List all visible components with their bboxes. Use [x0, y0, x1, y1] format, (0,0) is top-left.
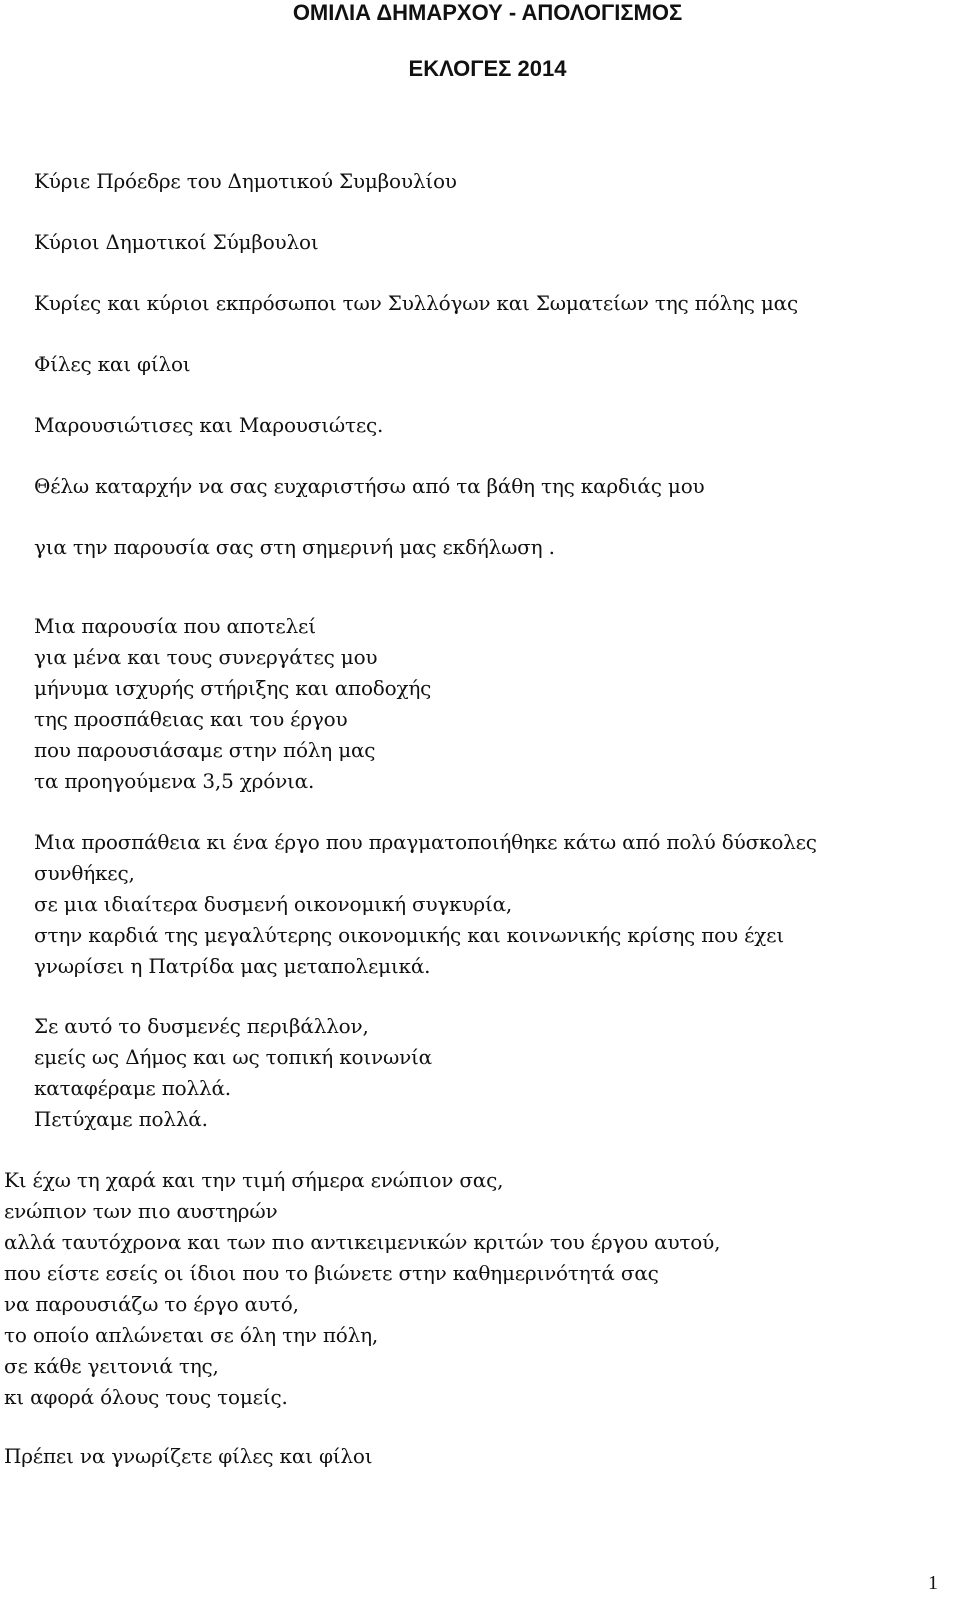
paragraph-line: που είστε εσείς οι ίδιοι που το βιώνετε στην καθημερινότητά σας — [4, 1261, 659, 1285]
greeting-line: Κύριοι Δημοτικοί Σύμβουλοι — [34, 230, 319, 254]
paragraph-line: Πετύχαμε πολλά. — [34, 1107, 208, 1131]
page-number: 1 — [928, 1572, 938, 1594]
paragraph-line: που παρουσιάσαμε στην πόλη μας — [34, 738, 376, 762]
document-title: ΟΜΙΛΙΑ ΔΗΜΑΡΧΟΥ - ΑΠΟΛΟΓΙΣΜΟΣ — [292, 0, 683, 25]
paragraph-line: τα προηγούμενα 3,5 χρόνια. — [34, 769, 315, 793]
paragraph-line: το οποίο απλώνεται σε όλη την πόλη, — [4, 1323, 379, 1347]
document-subtitle: ΕΚΛΟΓΕΣ 2014 — [408, 56, 567, 81]
paragraph-line: Μια παρουσία που αποτελεί — [34, 614, 316, 638]
greeting-line: Φίλες και φίλοι — [34, 352, 191, 376]
paragraph-line: Σε αυτό το δυσμενές περιβάλλον, — [34, 1014, 369, 1038]
paragraph-line: σε μια ιδιαίτερα δυσμενή οικονομική συγκυρία, — [34, 892, 513, 916]
greeting-line: για την παρουσία σας στη σημερινή μας εκδήλωση . — [34, 535, 555, 559]
paragraph-line: ενώπιον των πιο αυστηρών — [4, 1199, 278, 1223]
paragraph-line: της προσπάθειας και του έργου — [34, 707, 348, 731]
greeting-line: Θέλω καταρχήν να σας ευχαριστήσω από τα βάθη της καρδιάς μου — [34, 474, 705, 498]
paragraph-line: γνωρίσει η Πατρίδα μας μεταπολεμικά. — [34, 954, 431, 978]
greeting-line: Κύριε Πρόεδρε του Δημοτικού Συμβουλίου — [34, 169, 457, 193]
paragraph-line: για μένα και τους συνεργάτες μου — [34, 645, 378, 669]
paragraph-line: αλλά ταυτόχρονα και των πιο αντικειμενικών κριτών του έργου αυτού, — [4, 1230, 721, 1254]
paragraph-line: μήνυμα ισχυρής στήριξης και αποδοχής — [34, 676, 432, 700]
paragraph-line: στην καρδιά της μεγαλύτερης οικονομικής και κοινωνικής κρίσης που έχει — [34, 923, 784, 947]
paragraph-line: να παρουσιάζω το έργο αυτό, — [4, 1292, 299, 1316]
paragraph-line: Μια προσπάθεια κι ένα έργο που πραγματοποιήθηκε κάτω από πολύ δύσκολες — [34, 830, 817, 854]
greeting-line: Κυρίες και κύριοι εκπρόσωποι των Συλλόγων και Σωματείων της πόλης μας — [34, 291, 798, 315]
paragraph-line: συνθήκες, — [34, 861, 135, 885]
paragraph-line: εμείς ως Δήμος και ως τοπική κοινωνία — [34, 1045, 432, 1069]
paragraph-line: Κι έχω τη χαρά και την τιμή σήμερα ενώπιον σας, — [4, 1168, 504, 1192]
paragraph-line: κι αφορά όλους τους τομείς. — [4, 1385, 288, 1409]
closing-line: Πρέπει να γνωρίζετε φίλες και φίλοι — [4, 1444, 373, 1468]
paragraph-line: καταφέραμε πολλά. — [34, 1076, 231, 1100]
paragraph-line: σε κάθε γειτονιά της, — [4, 1354, 219, 1378]
greeting-line: Μαρουσιώτισες και Μαρουσιώτες. — [34, 413, 384, 437]
